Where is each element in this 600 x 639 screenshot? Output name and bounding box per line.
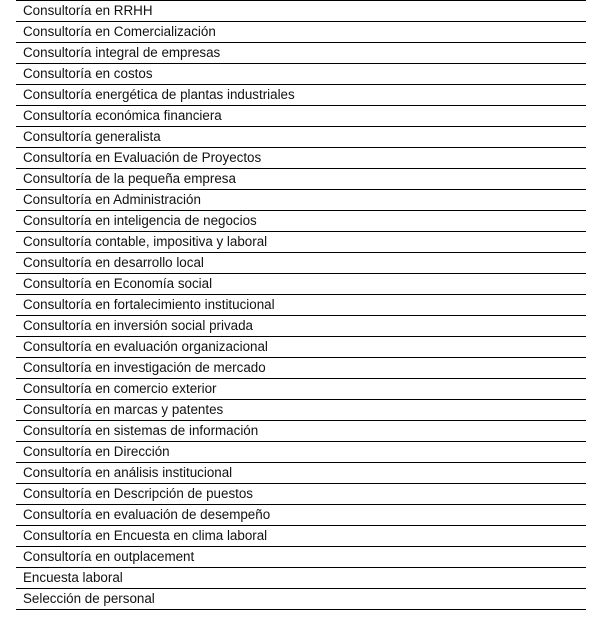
- table-cell: Consultoría contable, impositiva y laboral: [16, 232, 586, 253]
- table-cell: Consultoría en Encuesta en clima laboral: [16, 526, 586, 547]
- table-row: [16, 169, 586, 190]
- table-row: [16, 274, 586, 295]
- table-cell: Consultoría energética de plantas industriales: [16, 85, 586, 106]
- table-cell: Consultoría en Comercialización: [16, 22, 586, 43]
- table-row: [16, 337, 586, 358]
- table-cell: Encuesta laboral: [16, 568, 586, 589]
- table-row: [16, 379, 586, 400]
- table-cell: Consultoría en análisis institucional: [16, 463, 586, 484]
- table-cell: Consultoría en marcas y patentes: [16, 400, 586, 421]
- table-cell: Consultoría generalista: [16, 127, 586, 148]
- table-cell: Consultoría en fortalecimiento institucional: [16, 295, 586, 316]
- table-cell: Consultoría en Dirección: [16, 442, 586, 463]
- table-cell: Consultoría en investigación de mercado: [16, 358, 586, 379]
- table-row: [16, 589, 586, 610]
- table-row: [16, 64, 586, 85]
- table-cell: Consultoría en evaluación de desempeño: [16, 505, 586, 526]
- table-cell: Consultoría en comercio exterior: [16, 379, 586, 400]
- table-row: [16, 421, 586, 442]
- table-row: [16, 1, 586, 22]
- table-row: [16, 232, 586, 253]
- table-cell: Consultoría en RRHH: [16, 1, 586, 22]
- table-row: [16, 127, 586, 148]
- table-cell: Consultoría integral de empresas: [16, 43, 586, 64]
- table-row: [16, 211, 586, 232]
- consulting-services-table: [16, 0, 586, 610]
- table-row: [16, 253, 586, 274]
- table-row: [16, 148, 586, 169]
- table-cell: Consultoría en outplacement: [16, 547, 586, 568]
- table-row: [16, 358, 586, 379]
- table-row: [16, 442, 586, 463]
- table-row: [16, 316, 586, 337]
- table-cell: Consultoría en Evaluación de Proyectos: [16, 148, 586, 169]
- table-row: [16, 190, 586, 211]
- table-row: [16, 505, 586, 526]
- table-cell: Consultoría en desarrollo local: [16, 253, 586, 274]
- table-row: [16, 568, 586, 589]
- table-row: [16, 106, 586, 127]
- table-row: [16, 526, 586, 547]
- table-cell: Consultoría en evaluación organizacional: [16, 337, 586, 358]
- table-cell: Consultoría en sistemas de información: [16, 421, 586, 442]
- consulting-services-body: [16, 1, 586, 610]
- table-row: [16, 484, 586, 505]
- table-cell: Consultoría económica financiera: [16, 106, 586, 127]
- table-row: [16, 22, 586, 43]
- table-cell: Consultoría en Economía social: [16, 274, 586, 295]
- table-cell: Consultoría en inteligencia de negocios: [16, 211, 586, 232]
- table-row: [16, 295, 586, 316]
- table-row: [16, 463, 586, 484]
- table-cell: Consultoría en Administración: [16, 190, 586, 211]
- table-cell: Consultoría en inversión social privada: [16, 316, 586, 337]
- table-row: [16, 85, 586, 106]
- table-cell: Consultoría en costos: [16, 64, 586, 85]
- table-row: [16, 400, 586, 421]
- table-row: [16, 547, 586, 568]
- table-row: [16, 43, 586, 64]
- table-cell: Selección de personal: [16, 589, 586, 610]
- table-cell: Consultoría en Descripción de puestos: [16, 484, 586, 505]
- table-cell: Consultoría de la pequeña empresa: [16, 169, 586, 190]
